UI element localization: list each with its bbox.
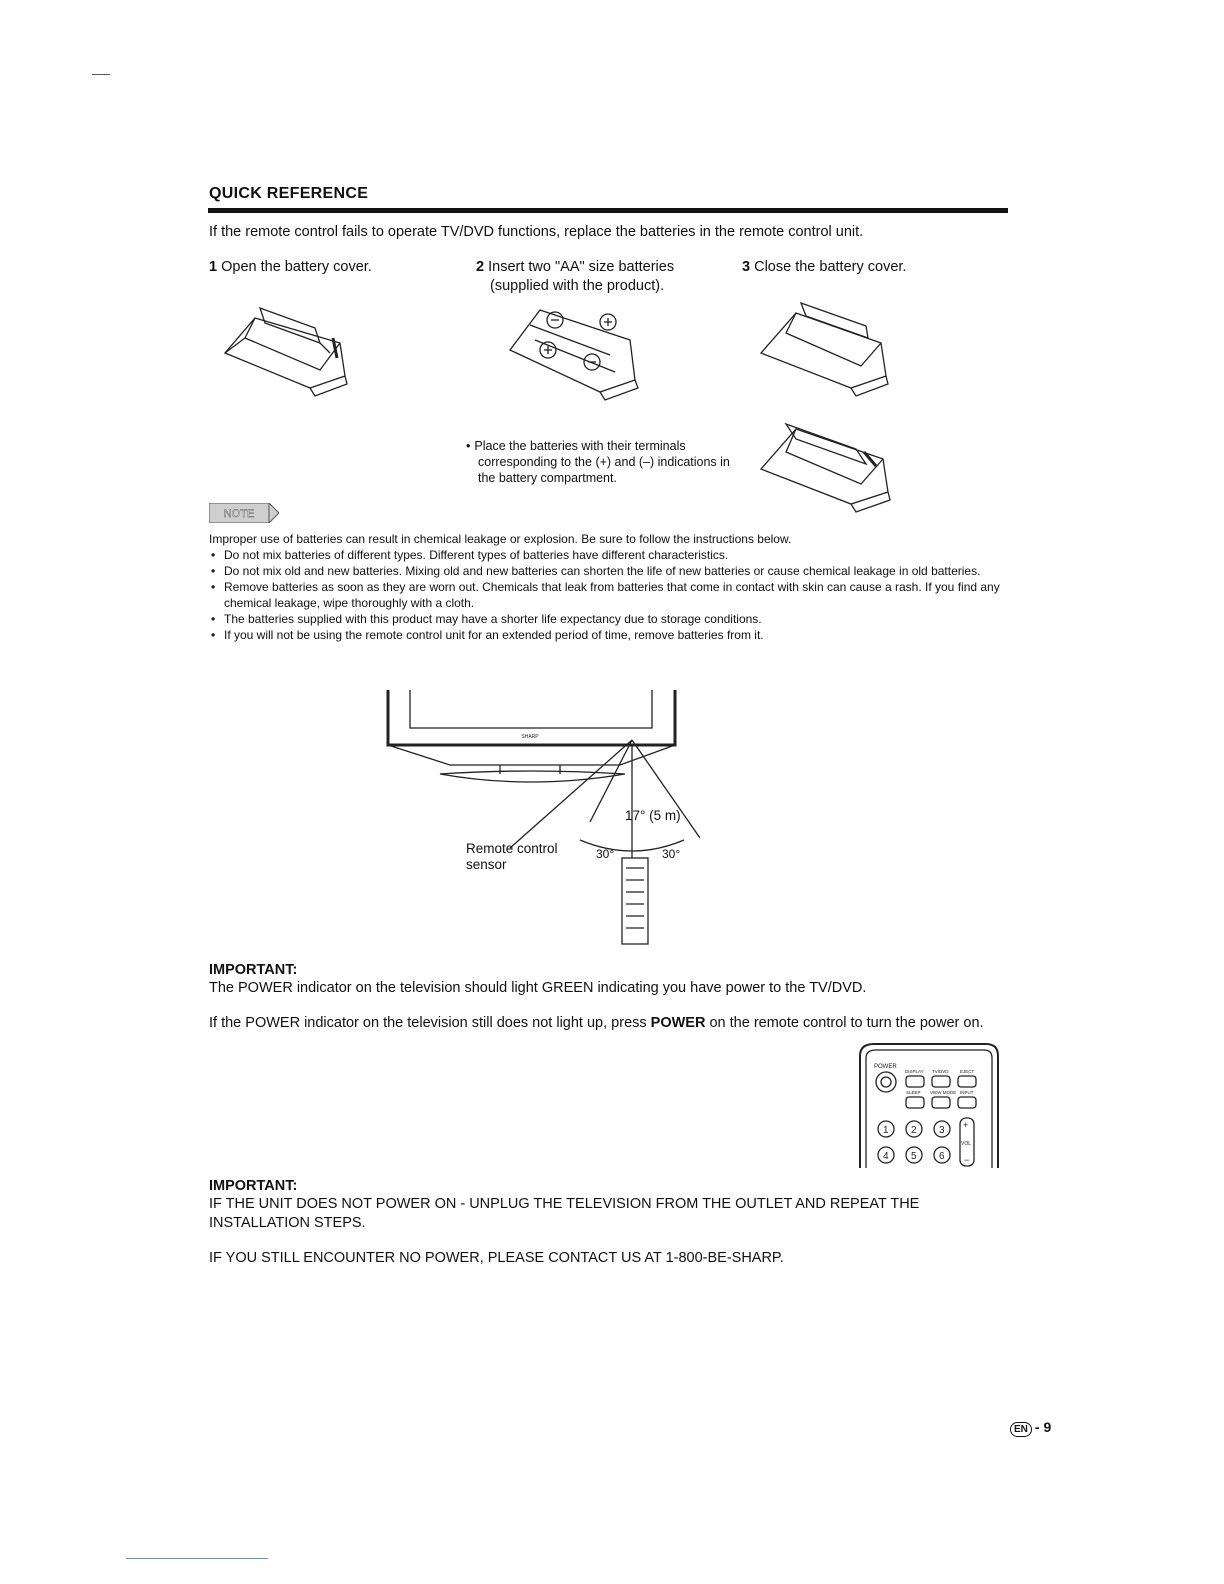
page-number-text: - 9 [1034, 1419, 1052, 1435]
sensor-label-line2: sensor [466, 857, 507, 872]
angle-right-label: 30° [662, 847, 681, 861]
remote-range-diagram [380, 690, 700, 950]
sensor-label [466, 841, 558, 873]
remote-input-label: INPUT [960, 1090, 974, 1095]
step-1-text: Open the battery cover. [221, 259, 372, 275]
section-title: QUICK REFERENCE [209, 185, 369, 202]
vol-plus-icon: + [963, 1120, 969, 1130]
caution-list [209, 547, 1009, 643]
remote-key-5: 5 [911, 1151, 917, 1162]
important-1-line2 [209, 1014, 999, 1033]
step-2 [476, 258, 674, 296]
vol-minus-icon: − [964, 1155, 970, 1165]
intro-text: If the remote control fails to operate TV/DVD functions, replace the batteries in the remote control unit. [209, 224, 864, 240]
angle-left-label: 30° [596, 847, 615, 861]
caution-item: • If you will not be using the remote control unit for an extended period of time, remove batteries from it. [224, 627, 1009, 643]
remote-vol-label: VOL [961, 1141, 972, 1147]
remote-key-1: 1 [883, 1125, 889, 1136]
remote-power-label: POWER [874, 1064, 897, 1070]
battery-placement-text: Place the batteries with their terminals corresponding to the (+) and (–) indications in the battery compartment. [474, 439, 730, 485]
caution-item: • The batteries supplied with this product may have a shorter life expectancy due to storage conditions. [224, 611, 1009, 627]
step-2-text-2: (supplied with the product). [490, 278, 665, 294]
step-3 [742, 258, 906, 277]
remote-close-cover-illustration [756, 298, 896, 398]
power-keyword: POWER [650, 1015, 706, 1031]
step-1-number: 1 [209, 259, 218, 275]
important-1-line1: The POWER indicator on the television should light GREEN indicating you have power to the TV/DVD. [209, 980, 867, 996]
language-badge: EN [1010, 1422, 1032, 1437]
important-heading-1: IMPORTANT: [209, 962, 298, 978]
step-2-text: Insert two "AA" size batteries [488, 259, 675, 275]
remote-key-4: 4 [883, 1151, 889, 1162]
caution-item: • Do not mix batteries of different types. Different types of batteries have different characteristics. [224, 547, 1009, 563]
note-label: NOTE [223, 508, 255, 520]
corner-mark [92, 74, 110, 75]
remote-key-2: 2 [911, 1125, 917, 1136]
remote-viewmode-label: VIEW MODE [930, 1090, 957, 1095]
remote-eject-label: EJECT [960, 1069, 975, 1074]
battery-placement-note: • Place the batteries with their terminals corresponding to the (+) and (–) indications in the battery compartment. [466, 439, 730, 485]
page-number [1010, 1419, 1051, 1437]
remote-cover-closing-illustration [756, 414, 901, 514]
step-2-number: 2 [476, 259, 485, 275]
remote-display-label: DISPLAY [905, 1069, 924, 1074]
caution-lead: Improper use of batteries can result in chemical leakage or explosion. Be sure to follow the instructions below. [209, 532, 792, 546]
tv-brand-label: SHARP [521, 734, 539, 740]
sensor-label-line1: Remote control [466, 841, 558, 856]
bottom-link-line [126, 1558, 268, 1559]
remote-key-6: 6 [939, 1151, 945, 1162]
caution-item: • Remove batteries as soon as they are worn out. Chemicals that leak from batteries that come in contact with skin can cause a rash. If you find any chemical leakage, wipe thoroughly with a cloth. [224, 579, 1009, 611]
remote-sleep-label: SLEEP [906, 1090, 921, 1095]
step-3-text: Close the battery cover. [754, 259, 907, 275]
line2-pre: If the POWER indicator on the television still does not light up, press [209, 1015, 651, 1031]
step-3-number: 3 [742, 259, 751, 275]
important-heading-2: IMPORTANT: [209, 1178, 298, 1194]
remote-key-3: 3 [939, 1125, 945, 1136]
important-2-line1: IF THE UNIT DOES NOT POWER ON - UNPLUG THE TELEVISION FROM THE OUTLET AND REPEAT THE INSTALLATION STEPS. [209, 1196, 920, 1231]
important-2-line2: IF YOU STILL ENCOUNTER NO POWER, PLEASE CONTACT US AT 1-800-BE-SHARP. [209, 1250, 784, 1266]
remote-insert-batteries-illustration [500, 300, 650, 405]
remote-tvdvd-label: TV/DVD [932, 1069, 949, 1074]
step-1 [209, 258, 372, 277]
caution-item: • Do not mix old and new batteries. Mixing old and new batteries can shorten the life of new batteries or cause chemical leakage in old batteries. [224, 563, 1009, 579]
line2-post: on the remote control to turn the power on. [705, 1015, 984, 1031]
title-rule [208, 208, 1008, 213]
battery-caution [209, 531, 1009, 643]
range-distance-label: 17° (5 m) [625, 808, 681, 823]
note-badge [209, 503, 279, 523]
remote-panel-illustration [858, 1042, 1003, 1170]
remote-open-cover-illustration [215, 298, 355, 398]
